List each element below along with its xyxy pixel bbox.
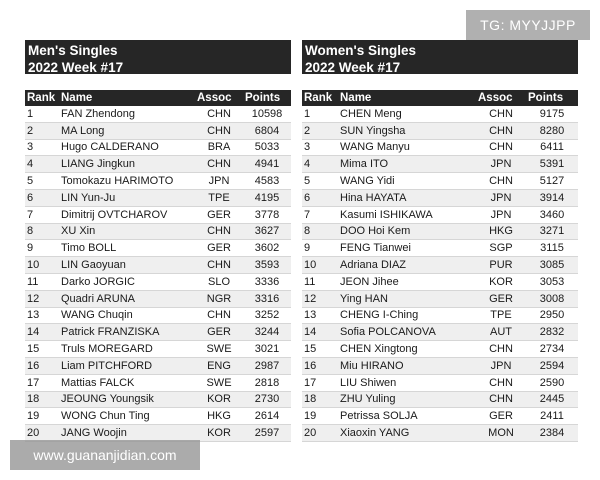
- cell-rank: 5: [25, 173, 59, 190]
- mens-table-body: [25, 106, 291, 441]
- cell-rank: 16: [302, 357, 338, 374]
- cell-name: Dimitrij OVTCHAROV: [59, 206, 195, 223]
- cell-rank: 13: [302, 307, 338, 324]
- cell-rank: 4: [25, 156, 59, 173]
- table-row: [25, 391, 291, 408]
- cell-assoc: PUR: [476, 257, 526, 274]
- cell-points: 10598: [243, 106, 291, 122]
- cell-name: Tomokazu HARIMOTO: [59, 173, 195, 190]
- table-row: [25, 156, 291, 173]
- cell-name: MA Long: [59, 122, 195, 139]
- table-row: [302, 408, 578, 425]
- table-row: [25, 106, 291, 122]
- cell-name: Timo BOLL: [59, 240, 195, 257]
- table-row: [302, 173, 578, 190]
- cell-points: 3778: [243, 206, 291, 223]
- table-row: [25, 206, 291, 223]
- womens-singles-title: [302, 40, 578, 74]
- cell-rank: 19: [302, 408, 338, 425]
- cell-name: Darko JORGIC: [59, 273, 195, 290]
- col-name-header: Name: [59, 90, 195, 106]
- cell-points: 6804: [243, 122, 291, 139]
- table-row: [302, 341, 578, 358]
- cell-points: 2411: [526, 408, 578, 425]
- cell-name: Patrick FRANZISKA: [59, 324, 195, 341]
- cell-assoc: JPN: [476, 156, 526, 173]
- cell-rank: 19: [25, 408, 59, 425]
- cell-name: FAN Zhendong: [59, 106, 195, 122]
- table-row: [302, 324, 578, 341]
- cell-points: 3021: [243, 341, 291, 358]
- table-row: [25, 240, 291, 257]
- col-rank-header: Rank: [25, 90, 59, 106]
- cell-points: 2730: [243, 391, 291, 408]
- table-row: [302, 156, 578, 173]
- table-row: [25, 273, 291, 290]
- cell-name: Miu HIRANO: [338, 357, 476, 374]
- cell-points: 5391: [526, 156, 578, 173]
- cell-rank: 11: [25, 273, 59, 290]
- cell-name: Mattias FALCK: [59, 374, 195, 391]
- cell-rank: 4: [302, 156, 338, 173]
- table-row: [25, 257, 291, 274]
- mens-ranking-table: [25, 90, 291, 442]
- cell-points: 3085: [526, 257, 578, 274]
- cell-points: 3316: [243, 290, 291, 307]
- table-row: [25, 425, 291, 442]
- cell-assoc: CHN: [476, 341, 526, 358]
- mens-title-line2: 2022 Week #17: [28, 60, 124, 75]
- mens-singles-panel: [25, 40, 291, 442]
- cell-points: 3053: [526, 273, 578, 290]
- cell-rank: 9: [302, 240, 338, 257]
- table-row: [25, 408, 291, 425]
- cell-rank: 2: [302, 122, 338, 139]
- table-row: [25, 139, 291, 156]
- cell-rank: 5: [302, 173, 338, 190]
- cell-name: Petrissa SOLJA: [338, 408, 476, 425]
- table-row: [25, 189, 291, 206]
- table-row: [302, 273, 578, 290]
- cell-name: LIU Shiwen: [338, 374, 476, 391]
- cell-rank: 12: [25, 290, 59, 307]
- watermark-telegram: TG: MYYJJPP: [466, 10, 590, 40]
- cell-points: 3271: [526, 223, 578, 240]
- cell-name: JANG Woojin: [59, 425, 195, 442]
- cell-assoc: HKG: [476, 223, 526, 240]
- cell-rank: 13: [25, 307, 59, 324]
- cell-assoc: KOR: [195, 391, 243, 408]
- cell-rank: 12: [302, 290, 338, 307]
- cell-points: 2384: [526, 425, 578, 442]
- cell-points: 4195: [243, 189, 291, 206]
- table-row: [302, 223, 578, 240]
- cell-rank: 1: [25, 106, 59, 122]
- watermark-website: www.guananjidian.com: [10, 440, 200, 470]
- cell-rank: 20: [25, 425, 59, 442]
- cell-assoc: JPN: [195, 173, 243, 190]
- womens-title-line2: 2022 Week #17: [305, 60, 401, 75]
- mens-singles-title: [25, 40, 291, 74]
- cell-assoc: BRA: [195, 139, 243, 156]
- cell-rank: 15: [302, 341, 338, 358]
- cell-name: Xiaoxin YANG: [338, 425, 476, 442]
- cell-rank: 7: [302, 206, 338, 223]
- cell-name: JEON Jihee: [338, 273, 476, 290]
- cell-points: 2590: [526, 374, 578, 391]
- table-row: [25, 374, 291, 391]
- cell-points: 3115: [526, 240, 578, 257]
- cell-rank: 17: [25, 374, 59, 391]
- cell-assoc: CHN: [195, 307, 243, 324]
- table-row: [302, 357, 578, 374]
- cell-points: 3336: [243, 273, 291, 290]
- table-row: [302, 425, 578, 442]
- cell-rank: 18: [25, 391, 59, 408]
- table-row: [25, 341, 291, 358]
- cell-name: JEOUNG Youngsik: [59, 391, 195, 408]
- cell-name: LIN Yun-Ju: [59, 189, 195, 206]
- cell-name: ZHU Yuling: [338, 391, 476, 408]
- cell-assoc: HKG: [195, 408, 243, 425]
- cell-rank: 20: [302, 425, 338, 442]
- cell-name: LIANG Jingkun: [59, 156, 195, 173]
- cell-assoc: CHN: [195, 106, 243, 122]
- cell-assoc: CHN: [195, 122, 243, 139]
- cell-points: 5033: [243, 139, 291, 156]
- mens-title-line1: Men's Singles: [28, 43, 118, 58]
- womens-table-header: [302, 90, 578, 106]
- cell-name: Kasumi ISHIKAWA: [338, 206, 476, 223]
- cell-rank: 18: [302, 391, 338, 408]
- cell-points: 3460: [526, 206, 578, 223]
- womens-title-line1: Women's Singles: [305, 43, 416, 58]
- mens-table-header: [25, 90, 291, 106]
- cell-points: 2987: [243, 357, 291, 374]
- table-row: [25, 357, 291, 374]
- table-row: [302, 106, 578, 122]
- cell-rank: 10: [25, 257, 59, 274]
- cell-points: 2614: [243, 408, 291, 425]
- cell-assoc: GER: [195, 240, 243, 257]
- cell-name: XU Xin: [59, 223, 195, 240]
- cell-points: 4583: [243, 173, 291, 190]
- cell-rank: 1: [302, 106, 338, 122]
- cell-points: 3252: [243, 307, 291, 324]
- cell-name: SUN Yingsha: [338, 122, 476, 139]
- cell-name: Hina HAYATA: [338, 189, 476, 206]
- cell-rank: 14: [25, 324, 59, 341]
- table-row: [25, 122, 291, 139]
- cell-rank: 8: [302, 223, 338, 240]
- cell-points: 3914: [526, 189, 578, 206]
- cell-rank: 16: [25, 357, 59, 374]
- cell-rank: 11: [302, 273, 338, 290]
- cell-name: WANG Chuqin: [59, 307, 195, 324]
- cell-points: 8280: [526, 122, 578, 139]
- cell-points: 5127: [526, 173, 578, 190]
- cell-assoc: CHN: [476, 391, 526, 408]
- cell-rank: 14: [302, 324, 338, 341]
- cell-assoc: ENG: [195, 357, 243, 374]
- cell-name: Quadri ARUNA: [59, 290, 195, 307]
- table-row: [25, 324, 291, 341]
- cell-name: WANG Manyu: [338, 139, 476, 156]
- cell-name: Ying HAN: [338, 290, 476, 307]
- cell-name: WANG Yidi: [338, 173, 476, 190]
- cell-points: 2818: [243, 374, 291, 391]
- cell-assoc: CHN: [476, 139, 526, 156]
- cell-rank: 17: [302, 374, 338, 391]
- table-row: [302, 189, 578, 206]
- cell-rank: 9: [25, 240, 59, 257]
- table-row: [302, 307, 578, 324]
- cell-assoc: JPN: [476, 206, 526, 223]
- cell-assoc: NGR: [195, 290, 243, 307]
- cell-assoc: SWE: [195, 341, 243, 358]
- table-row: [25, 173, 291, 190]
- cell-assoc: CHN: [195, 156, 243, 173]
- cell-rank: 3: [302, 139, 338, 156]
- cell-name: CHEN Meng: [338, 106, 476, 122]
- cell-name: CHEN Xingtong: [338, 341, 476, 358]
- table-row: [25, 290, 291, 307]
- cell-assoc: GER: [476, 408, 526, 425]
- cell-assoc: SLO: [195, 273, 243, 290]
- cell-assoc: GER: [476, 290, 526, 307]
- cell-rank: 2: [25, 122, 59, 139]
- col-points-header: Points: [526, 90, 578, 106]
- cell-rank: 7: [25, 206, 59, 223]
- cell-points: 3602: [243, 240, 291, 257]
- cell-rank: 6: [302, 189, 338, 206]
- cell-assoc: TPE: [476, 307, 526, 324]
- table-row: [302, 206, 578, 223]
- cell-points: 9175: [526, 106, 578, 122]
- col-points-header: Points: [243, 90, 291, 106]
- cell-name: Liam PITCHFORD: [59, 357, 195, 374]
- table-row: [25, 307, 291, 324]
- cell-assoc: KOR: [195, 425, 243, 442]
- cell-rank: 3: [25, 139, 59, 156]
- table-row: [302, 374, 578, 391]
- cell-points: 3008: [526, 290, 578, 307]
- cell-points: 2734: [526, 341, 578, 358]
- col-rank-header: Rank: [302, 90, 338, 106]
- cell-assoc: SWE: [195, 374, 243, 391]
- cell-assoc: MON: [476, 425, 526, 442]
- cell-assoc: TPE: [195, 189, 243, 206]
- table-row: [302, 257, 578, 274]
- womens-singles-panel: [302, 40, 578, 442]
- col-assoc-header: Assoc: [476, 90, 526, 106]
- cell-name: CHENG I-Ching: [338, 307, 476, 324]
- cell-points: 3627: [243, 223, 291, 240]
- cell-points: 3593: [243, 257, 291, 274]
- cell-rank: 8: [25, 223, 59, 240]
- col-name-header: Name: [338, 90, 476, 106]
- cell-points: 2832: [526, 324, 578, 341]
- table-row: [302, 122, 578, 139]
- table-row: [302, 391, 578, 408]
- cell-name: LIN Gaoyuan: [59, 257, 195, 274]
- cell-points: 2950: [526, 307, 578, 324]
- cell-points: 2445: [526, 391, 578, 408]
- cell-name: Sofia POLCANOVA: [338, 324, 476, 341]
- cell-assoc: KOR: [476, 273, 526, 290]
- cell-rank: 10: [302, 257, 338, 274]
- table-row: [25, 223, 291, 240]
- cell-assoc: AUT: [476, 324, 526, 341]
- table-row: [302, 240, 578, 257]
- cell-name: WONG Chun Ting: [59, 408, 195, 425]
- cell-name: Adriana DIAZ: [338, 257, 476, 274]
- cell-rank: 15: [25, 341, 59, 358]
- cell-points: 3244: [243, 324, 291, 341]
- cell-name: FENG Tianwei: [338, 240, 476, 257]
- cell-points: 6411: [526, 139, 578, 156]
- cell-assoc: SGP: [476, 240, 526, 257]
- cell-assoc: GER: [195, 324, 243, 341]
- cell-name: Hugo CALDERANO: [59, 139, 195, 156]
- cell-assoc: CHN: [195, 257, 243, 274]
- cell-assoc: CHN: [476, 106, 526, 122]
- table-row: [302, 290, 578, 307]
- cell-points: 2594: [526, 357, 578, 374]
- table-row: [302, 139, 578, 156]
- cell-assoc: CHN: [476, 374, 526, 391]
- cell-name: Mima ITO: [338, 156, 476, 173]
- cell-assoc: CHN: [476, 173, 526, 190]
- cell-assoc: JPN: [476, 189, 526, 206]
- womens-table-body: [302, 106, 578, 441]
- cell-assoc: CHN: [195, 223, 243, 240]
- col-assoc-header: Assoc: [195, 90, 243, 106]
- cell-rank: 6: [25, 189, 59, 206]
- cell-assoc: GER: [195, 206, 243, 223]
- cell-points: 2597: [243, 425, 291, 442]
- womens-ranking-table: [302, 90, 578, 442]
- cell-name: DOO Hoi Kem: [338, 223, 476, 240]
- cell-assoc: CHN: [476, 122, 526, 139]
- cell-points: 4941: [243, 156, 291, 173]
- cell-assoc: JPN: [476, 357, 526, 374]
- cell-name: Truls MOREGARD: [59, 341, 195, 358]
